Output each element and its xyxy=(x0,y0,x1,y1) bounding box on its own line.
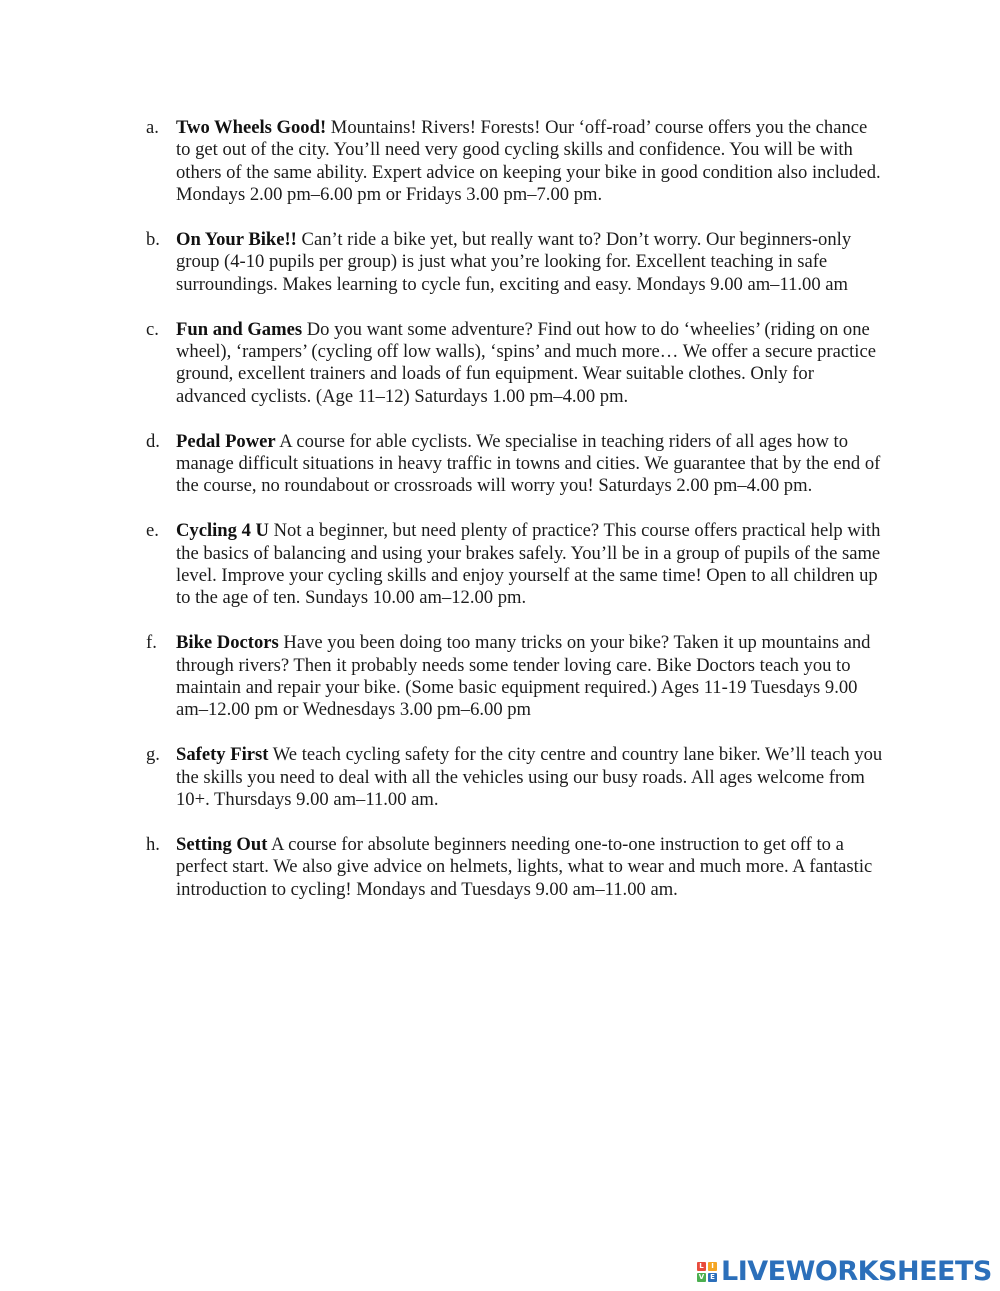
item-letter: g. xyxy=(146,744,160,766)
logo-text: LIVEWORKSHEETS xyxy=(721,1256,992,1287)
course-title: Fun and Games xyxy=(176,318,303,340)
course-title: On Your Bike!! xyxy=(176,229,297,251)
course-description: A course for able cyclists. We specialise in teaching riders of all ages how to manage difficult situations in heavy traffic in towns and cities. We guarantee that by the end of the course, no roundabout or crossroads will worry you! Saturdays 2.00 pm–4.00 pm. xyxy=(176,430,881,497)
course-title: Safety First xyxy=(176,744,269,766)
course-item xyxy=(146,319,886,409)
item-letter: b. xyxy=(146,229,160,251)
item-letter: c. xyxy=(146,318,159,340)
logo-mark-cell: V xyxy=(698,1273,705,1281)
item-letter: e. xyxy=(146,520,159,542)
course-title: Cycling 4 U xyxy=(176,520,269,542)
logo-mark-cell: E xyxy=(708,1273,717,1282)
course-title: Setting Out xyxy=(176,833,268,855)
course-title: Bike Doctors xyxy=(176,632,279,654)
item-letter: f. xyxy=(146,632,157,654)
course-description: Mountains! Rivers! Forests! Our ‘off-road’ course offers you the chance to get out of the city. You’ll need very good cycling skills and confidence. You will be with others of the same ability. Expert advice on keeping your bike in good condition also included. Mondays 2.00 pm–6.00 pm or Fridays 3.00 pm–7.00 pm. xyxy=(176,117,881,206)
course-item xyxy=(146,834,886,901)
course-title: Two Wheels Good! xyxy=(176,117,327,138)
course-item xyxy=(146,229,886,296)
course-description: Can’t ride a bike yet, but really want to? Don’t worry. Our beginners-only group (4-10 pupils per group) is just what you’re looking for. Excellent teaching in safe surroundings. Makes learning to cycle fun, exciting and easy. Mondays 9.00 am–11.00 am xyxy=(176,229,852,295)
course-item xyxy=(146,744,886,811)
item-letter: a. xyxy=(146,117,159,138)
course-description: Have you been doing too many tricks on your bike? Taken it up mountains and through rivers? Then it probably needs some tender loving care. Bike Doctors teach you to maintain and repair your bike. (Some basic equipment required.) Ages 11-19 Tuesdays 9.00 am–12.00 pm or Wednesdays 3.00 pm–6.00 pm xyxy=(176,632,871,721)
course-description: We teach cycling safety for the city centre and country lane biker. We’ll teach you the skills you need to deal with all the vehicles using our busy roads. All ages welcome from 10+. Thursdays 9.00 am–11.00 am. xyxy=(176,744,883,811)
course-description: Not a beginner, but need plenty of practice? This course offers practical help with the basics of balancing and using your brakes safely. You’ll be in a group of pupils of the same level. Improve your cycling skills and enjoy yourself at the same time! Open to all children up to the age of ten. Sundays 10.00 am–12.00 pm. xyxy=(176,520,881,609)
item-letter: d. xyxy=(146,430,160,452)
course-item xyxy=(146,117,886,207)
logo-mark-cell: I xyxy=(708,1262,717,1271)
course-item xyxy=(146,632,886,722)
course-title: Pedal Power xyxy=(176,430,276,452)
logo-mark-cell: L xyxy=(697,1262,706,1271)
item-letter: h. xyxy=(146,833,160,855)
course-list xyxy=(146,117,886,924)
course-item xyxy=(146,431,886,498)
course-item xyxy=(146,520,886,610)
course-description: A course for absolute beginners needing one-to-one instruction to get off to a perfect start. We also give advice on helmets, lights, what to wear and much more. A fantastic introduction to cycling! Mondays and Tuesdays 9.00 am–11.00 am. xyxy=(176,833,873,900)
liveworksheets-mark-icon xyxy=(697,1262,717,1282)
liveworksheets-logo[interactable] xyxy=(697,1256,992,1288)
course-description: Do you want some adventure? Find out how to do ‘wheelies’ (riding on one wheel), ‘rampers’ (cycling off low walls), ‘spins’ and much more… We offer a secure practice ground, excellent trainers and loads of fun equipment. Wear suitable clothes. Only for advanced cyclists. (Age 11–12) Saturdays 1.00 pm–4.00 pm. xyxy=(176,318,876,407)
